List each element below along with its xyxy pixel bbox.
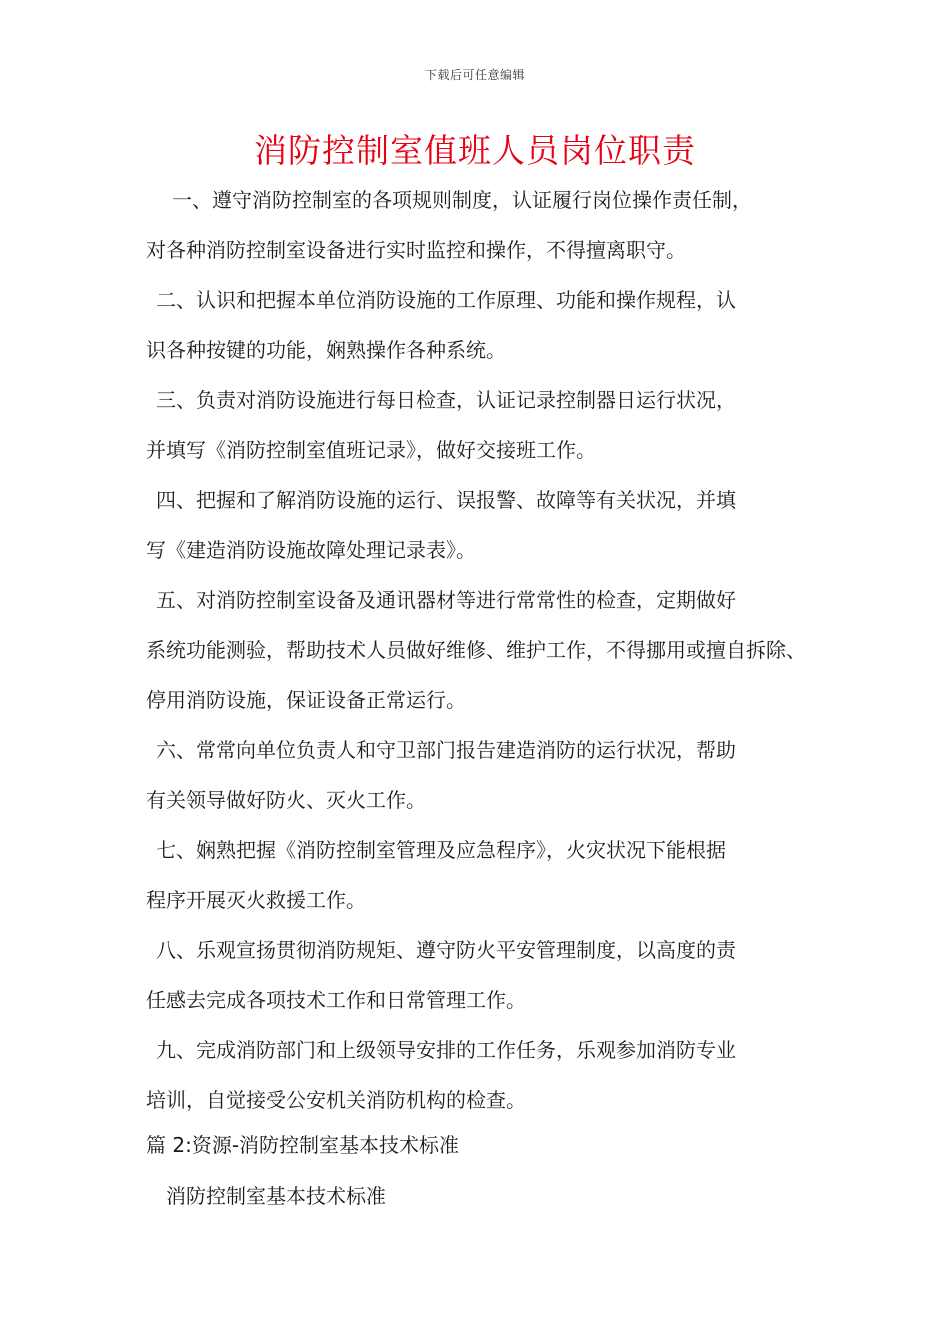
- duty-7-rest: 程序开展灭火救援工作。: [146, 888, 366, 912]
- duty-4-rest: 写《建造消防设施故障处理记录表》。: [146, 538, 476, 562]
- duty-paragraph-2: [146, 275, 818, 375]
- duty-3-first-line: 三、负责对消防设施进行每日检查，认证记录控制器日运行状况，: [156, 388, 736, 412]
- header-note: 下载后可任意编辑: [424, 68, 525, 82]
- duty-5-first-line: 五、对消防控制室设备及通讯器材等进行常常性的检查，定期做好: [156, 588, 736, 612]
- duty-6-rest: 有关领导做好防火、灭火工作。: [146, 788, 426, 812]
- duty-paragraph-1: [146, 175, 818, 275]
- duty-9-first-line: 九、完成消防部门和上级领导安排的工作任务，乐观参加消防专业: [156, 1038, 736, 1062]
- duty-8-first-line: 八、乐观宣扬贯彻消防规矩、遵守防火平安管理制度，以高度的责: [156, 938, 736, 962]
- duty-8-rest: 任感去完成各项技术工作和日常管理工作。: [146, 988, 526, 1012]
- document-title: 消防控制室值班人员岗位职责: [254, 131, 696, 170]
- duty-4-first-line: 四、把握和了解消防设施的运行、误报警、故障等有关状况，并填: [156, 488, 736, 512]
- duty-3-rest: 并填写《消防控制室值班记录》，做好交接班工作。: [146, 438, 596, 462]
- duty-9-rest: 培训，自觉接受公安机关消防机构的检查。: [146, 1088, 526, 1112]
- duty-paragraph-7: [146, 825, 818, 925]
- duty-paragraph-8: [146, 925, 818, 1025]
- duty-5-rest: 系统功能测验，帮助技术人员做好维修、维护工作，不得挪用或擅自拆除、停用消防设施，保证设备正常运行。: [146, 638, 806, 712]
- duty-paragraph-5: [146, 575, 818, 725]
- duty-1-rest: 对各种消防控制室设备进行实时监控和操作，不得擅离职守。: [146, 238, 686, 262]
- duty-paragraph-3: [146, 375, 818, 475]
- duty-6-first-line: 六、常常向单位负责人和守卫部门报告建造消防的运行状况，帮助: [156, 738, 736, 762]
- section-heading: 篇 2:资源-消防控制室基本技术标准: [146, 1133, 460, 1157]
- duty-paragraph-9: [146, 1025, 818, 1125]
- section-subheading: 消防控制室基本技术标准: [166, 1184, 386, 1208]
- duty-paragraph-6: [146, 725, 818, 825]
- duty-2-rest: 识各种按键的功能，娴熟操作各种系统。: [146, 338, 506, 362]
- duty-1-first-line: 一、遵守消防控制室的各项规则制度，认证履行岗位操作责任制，: [172, 188, 752, 212]
- duties-list: [146, 175, 818, 1125]
- duty-7-first-line: 七、娴熟把握《消防控制室管理及应急程序》，火灾状况下能根据: [156, 838, 726, 862]
- duty-paragraph-4: [146, 475, 818, 575]
- duty-2-first-line: 二、认识和把握本单位消防设施的工作原理、功能和操作规程，认: [156, 288, 736, 312]
